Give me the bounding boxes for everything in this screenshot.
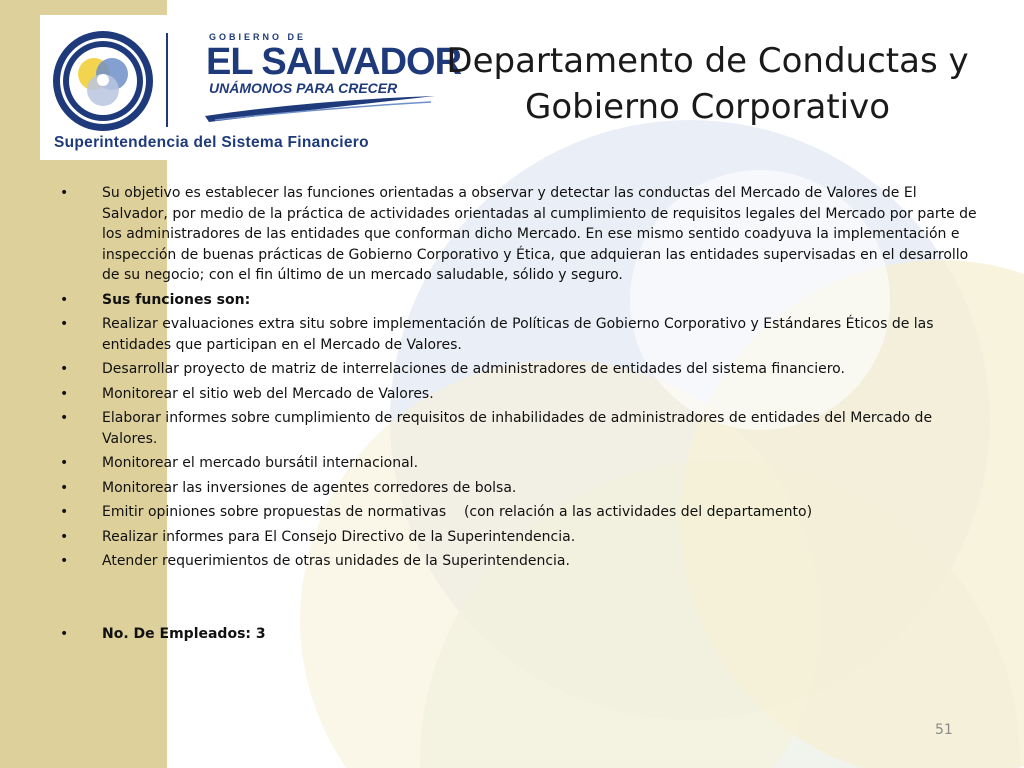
logo-divider	[166, 33, 168, 127]
bullet-functions-heading	[58, 290, 978, 311]
logo-swoosh	[205, 94, 435, 124]
bullet-text: Desarrollar proyecto de matriz de interrelaciones de administradores de entidades del sistema financiero.	[102, 361, 845, 377]
bullet-employee-count	[58, 624, 978, 645]
bullet-marker: •	[60, 385, 69, 402]
bullet-text: Realizar informes para El Consejo Directivo de la Superintendencia.	[102, 528, 576, 545]
page-number: 51	[935, 722, 953, 738]
bullet-item	[58, 384, 978, 405]
bullet-marker: •	[60, 553, 69, 569]
bullet-text: Atender requerimientos de otras unidades de la Superintendencia.	[102, 553, 570, 569]
bullet-text: Su objetivo es establecer las funciones orientadas a observar y detectar las conductas del Mercado de Valores de El Salvador, por medio de la práctica de actividades orientadas al cumplimiento de requisitos legales del Mercado por parte de los administradores de las entidades que conforman dicho Mercado. En ese mismo sentido coadyuva la implementación e inspección de buenas prácticas de Gobierno Corporativo y Ética, que adquieran las entidades supervisadas en el desarrollo de su negocio; con el fin último de un mercado saludable, sólido y seguro.	[102, 185, 977, 283]
slide-title-line-2: Gobierno Corporativo	[524, 87, 891, 127]
bullet-text: Monitorear el sitio web del Mercado de Valores.	[102, 385, 434, 402]
bullet-marker: •	[60, 410, 69, 426]
bullet-marker: •	[60, 291, 69, 308]
list-spacer	[58, 576, 978, 624]
slide-title-line-1: Departamento de Conductas y	[446, 41, 969, 81]
bullet-item	[58, 502, 978, 523]
bullet-marker: •	[60, 316, 69, 332]
bullet-marker: •	[60, 185, 69, 201]
bullet-item	[58, 408, 978, 449]
bullet-item	[58, 527, 978, 548]
slogan-text: UNÁMONOS PARA CRECER	[209, 80, 398, 96]
bullet-marker: •	[60, 455, 69, 471]
bullet-item	[58, 314, 978, 355]
institution-name: Superintendencia del Sistema Financiero	[54, 134, 369, 151]
bullet-item	[58, 551, 978, 572]
bullet-marker: •	[60, 625, 69, 642]
ssf-seal-logo	[52, 30, 154, 132]
bullet-objective	[58, 183, 978, 286]
bullet-item	[58, 478, 978, 499]
el-salvador-logo-text: EL SALVADOR	[206, 41, 462, 83]
gobierno-de-text: GOBIERNO DE	[209, 32, 307, 42]
bullet-item	[58, 453, 978, 474]
bullet-text: Sus funciones son:	[102, 291, 251, 308]
bullet-marker: •	[60, 479, 69, 496]
bullet-marker: •	[60, 504, 69, 520]
bullet-text: Monitorear el mercado bursátil internacional.	[102, 455, 419, 471]
employee-count-text: No. De Empleados: 3	[102, 625, 266, 642]
bullet-marker: •	[60, 528, 69, 545]
bullet-text: Monitorear las inversiones de agentes corredores de bolsa.	[102, 479, 517, 496]
bullet-text: Elaborar informes sobre cumplimiento de requisitos de inhabilidades de administradores de entidades del Mercado de Valores.	[102, 410, 933, 447]
bullet-marker: •	[60, 361, 69, 377]
bullet-text: Realizar evaluaciones extra situ sobre implementación de Políticas de Gobierno Corporativo y Estándares Éticos de las entidades que participan en el Mercado de Valores.	[102, 316, 934, 353]
slide-title	[430, 38, 985, 130]
bullet-list	[58, 183, 978, 648]
bullet-text: Emitir opiniones sobre propuestas de normativas (con relación a las actividades del departamento)	[102, 504, 813, 520]
bullet-item	[58, 359, 978, 380]
